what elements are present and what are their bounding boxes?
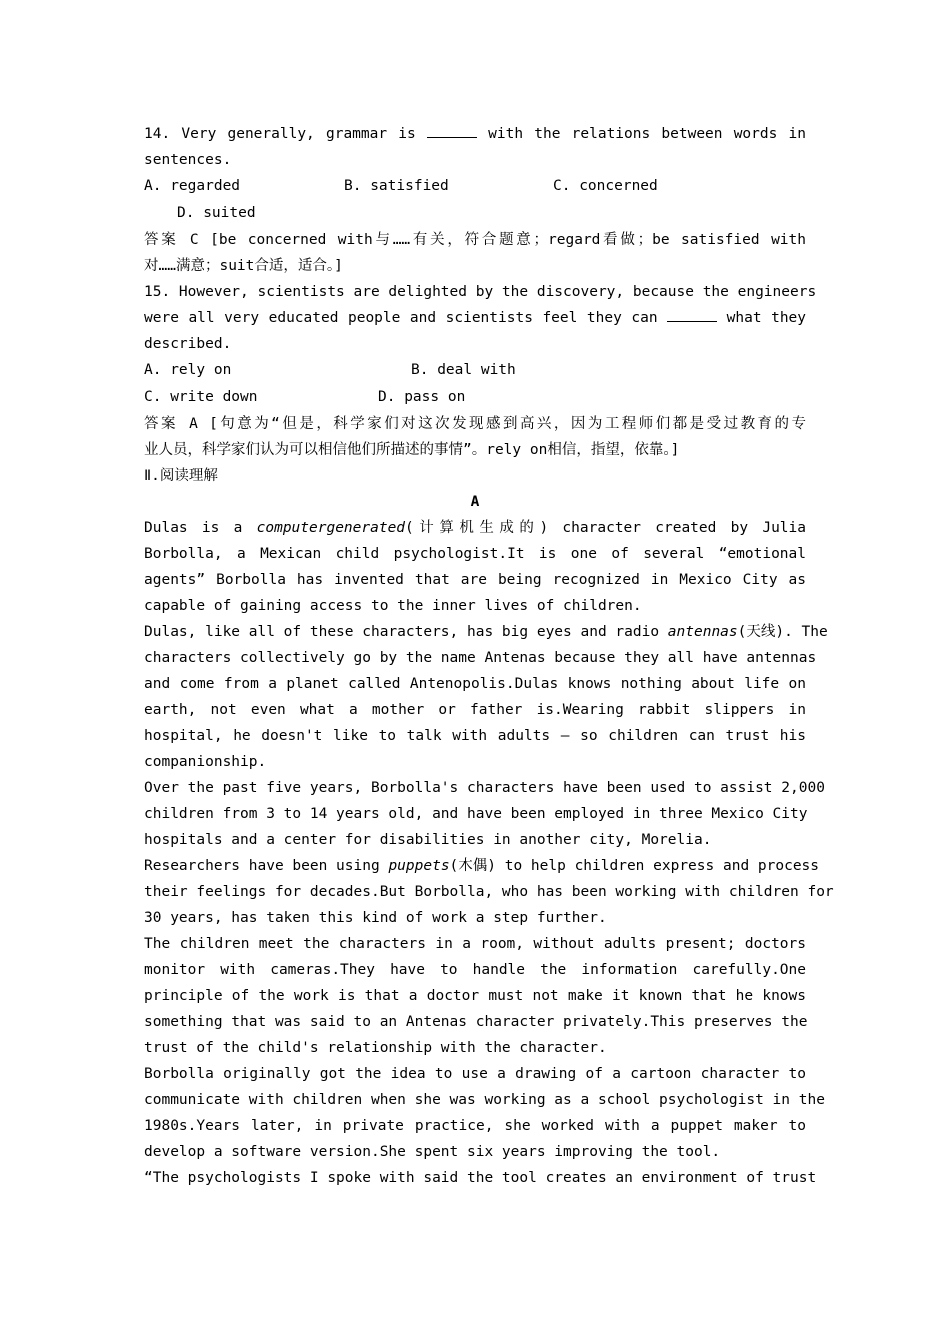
q15-options: [144, 357, 806, 384]
q14-answer-line-2: 对……满意；suit合适，适合。]: [144, 258, 343, 274]
passage-line: companionship.: [144, 754, 267, 770]
option-d: D. suited: [177, 205, 256, 221]
option-d: D. pass on: [378, 389, 466, 405]
passage-line: Borbolla, a Mexican child psychologist.It is one of several “emotional: [144, 546, 806, 562]
q14-options: [144, 173, 806, 200]
option-b: B. deal with: [411, 362, 516, 378]
passage-line: communicate with children when she was working as a school psychologist in the: [144, 1092, 825, 1108]
q14-stem-line-2: sentences.: [144, 152, 232, 168]
passage-line: and come from a planet called Antenopolis.Dulas knows nothing about life on: [144, 676, 806, 692]
passage-line: 30 years, has taken this kind of work a step further.: [144, 910, 607, 926]
passage-line: The children meet the characters in a room, without adults present; doctors: [144, 936, 806, 952]
passage-line: hospital, he doesn't like to talk with adults — so children can trust his: [144, 728, 806, 744]
passage-line: their feelings for decades.But Borbolla, who has been working with children for: [144, 884, 834, 900]
passage-line: Dulas is a computergenerated(计算机生成的) character created by Julia: [144, 520, 806, 536]
q15-stem-line-3: described.: [144, 336, 232, 352]
passage-line: trust of the child's relationship with the character.: [144, 1040, 607, 1056]
passage-line: agents” Borbolla has invented that are being recognized in Mexico City as: [144, 572, 806, 588]
passage-line: 1980s.Years later, in private practice, she worked with a puppet maker to: [144, 1118, 806, 1134]
section-heading: Ⅱ.阅读理解: [144, 468, 218, 484]
passage-line: capable of gaining access to the inner lives of children.: [144, 598, 642, 614]
option-a: A. rely on: [144, 362, 232, 378]
passage-line: develop a software version.She spent six years improving the tool.: [144, 1144, 721, 1160]
passage-line: Dulas, like all of these characters, has big eyes and radio antennas(天线). The: [144, 624, 828, 640]
q14-stem-line-1: 14. Very generally, grammar is with the relations between words in: [144, 121, 806, 147]
passage-line: characters collectively go by the name Antenas because they all have antennas: [144, 650, 817, 666]
passage-line: something that was said to an Antenas character privately.This preserves the: [144, 1014, 808, 1030]
answer-blank: [667, 307, 717, 322]
passage-line: Researchers have been using puppets(木偶) to help children express and process: [144, 858, 820, 874]
q15-answer-line-1: 答案 A [句意为“但是，科学家们对这次发现感到高兴，因为工程师们都是受过教育的专: [144, 416, 806, 432]
passage-line: children from 3 to 14 years old, and have been employed in three Mexico City: [144, 806, 808, 822]
passage-line: principle of the work is that a doctor must not make it known that he knows: [144, 988, 806, 1004]
answer-blank: [427, 123, 477, 138]
q15-answer-line-2: 业人员，科学家们认为可以相信他们所描述的事情”。rely on相信，指望，依靠。]: [144, 442, 680, 458]
q14-answer-line-1: 答案 C [be concerned with与……有关，符合题意；regard看做；be satisfied with: [144, 232, 806, 248]
q15-stem-line-2: were all very educated people and scientists feel they can what they: [144, 305, 806, 331]
document-page: [144, 121, 834, 1191]
option-b: B. satisfied: [344, 178, 449, 194]
option-a: A. regarded: [144, 178, 241, 194]
q15-options-2: [144, 384, 806, 411]
option-c: C. write down: [144, 389, 258, 405]
passage-line: Borbolla originally got the idea to use a drawing of a cartoon character to: [144, 1066, 806, 1082]
passage-line: Over the past five years, Borbolla's characters have been used to assist 2,000: [144, 780, 825, 796]
passage-line: “The psychologists I spoke with said the tool creates an environment of trust: [144, 1170, 817, 1186]
q15-stem-line-1: 15. However, scientists are delighted by the discovery, because the engineers: [144, 284, 817, 300]
option-c: C. concerned: [553, 178, 658, 194]
passage-line: earth, not even what a mother or father is.Wearing rabbit slippers in: [144, 702, 806, 718]
q14-options-2: [144, 200, 806, 227]
passage-line: hospitals and a center for disabilities in another city, Morelia.: [144, 832, 712, 848]
passage-line: monitor with cameras.They have to handle the information carefully.One: [144, 962, 806, 978]
passage-label: A: [470, 494, 480, 510]
